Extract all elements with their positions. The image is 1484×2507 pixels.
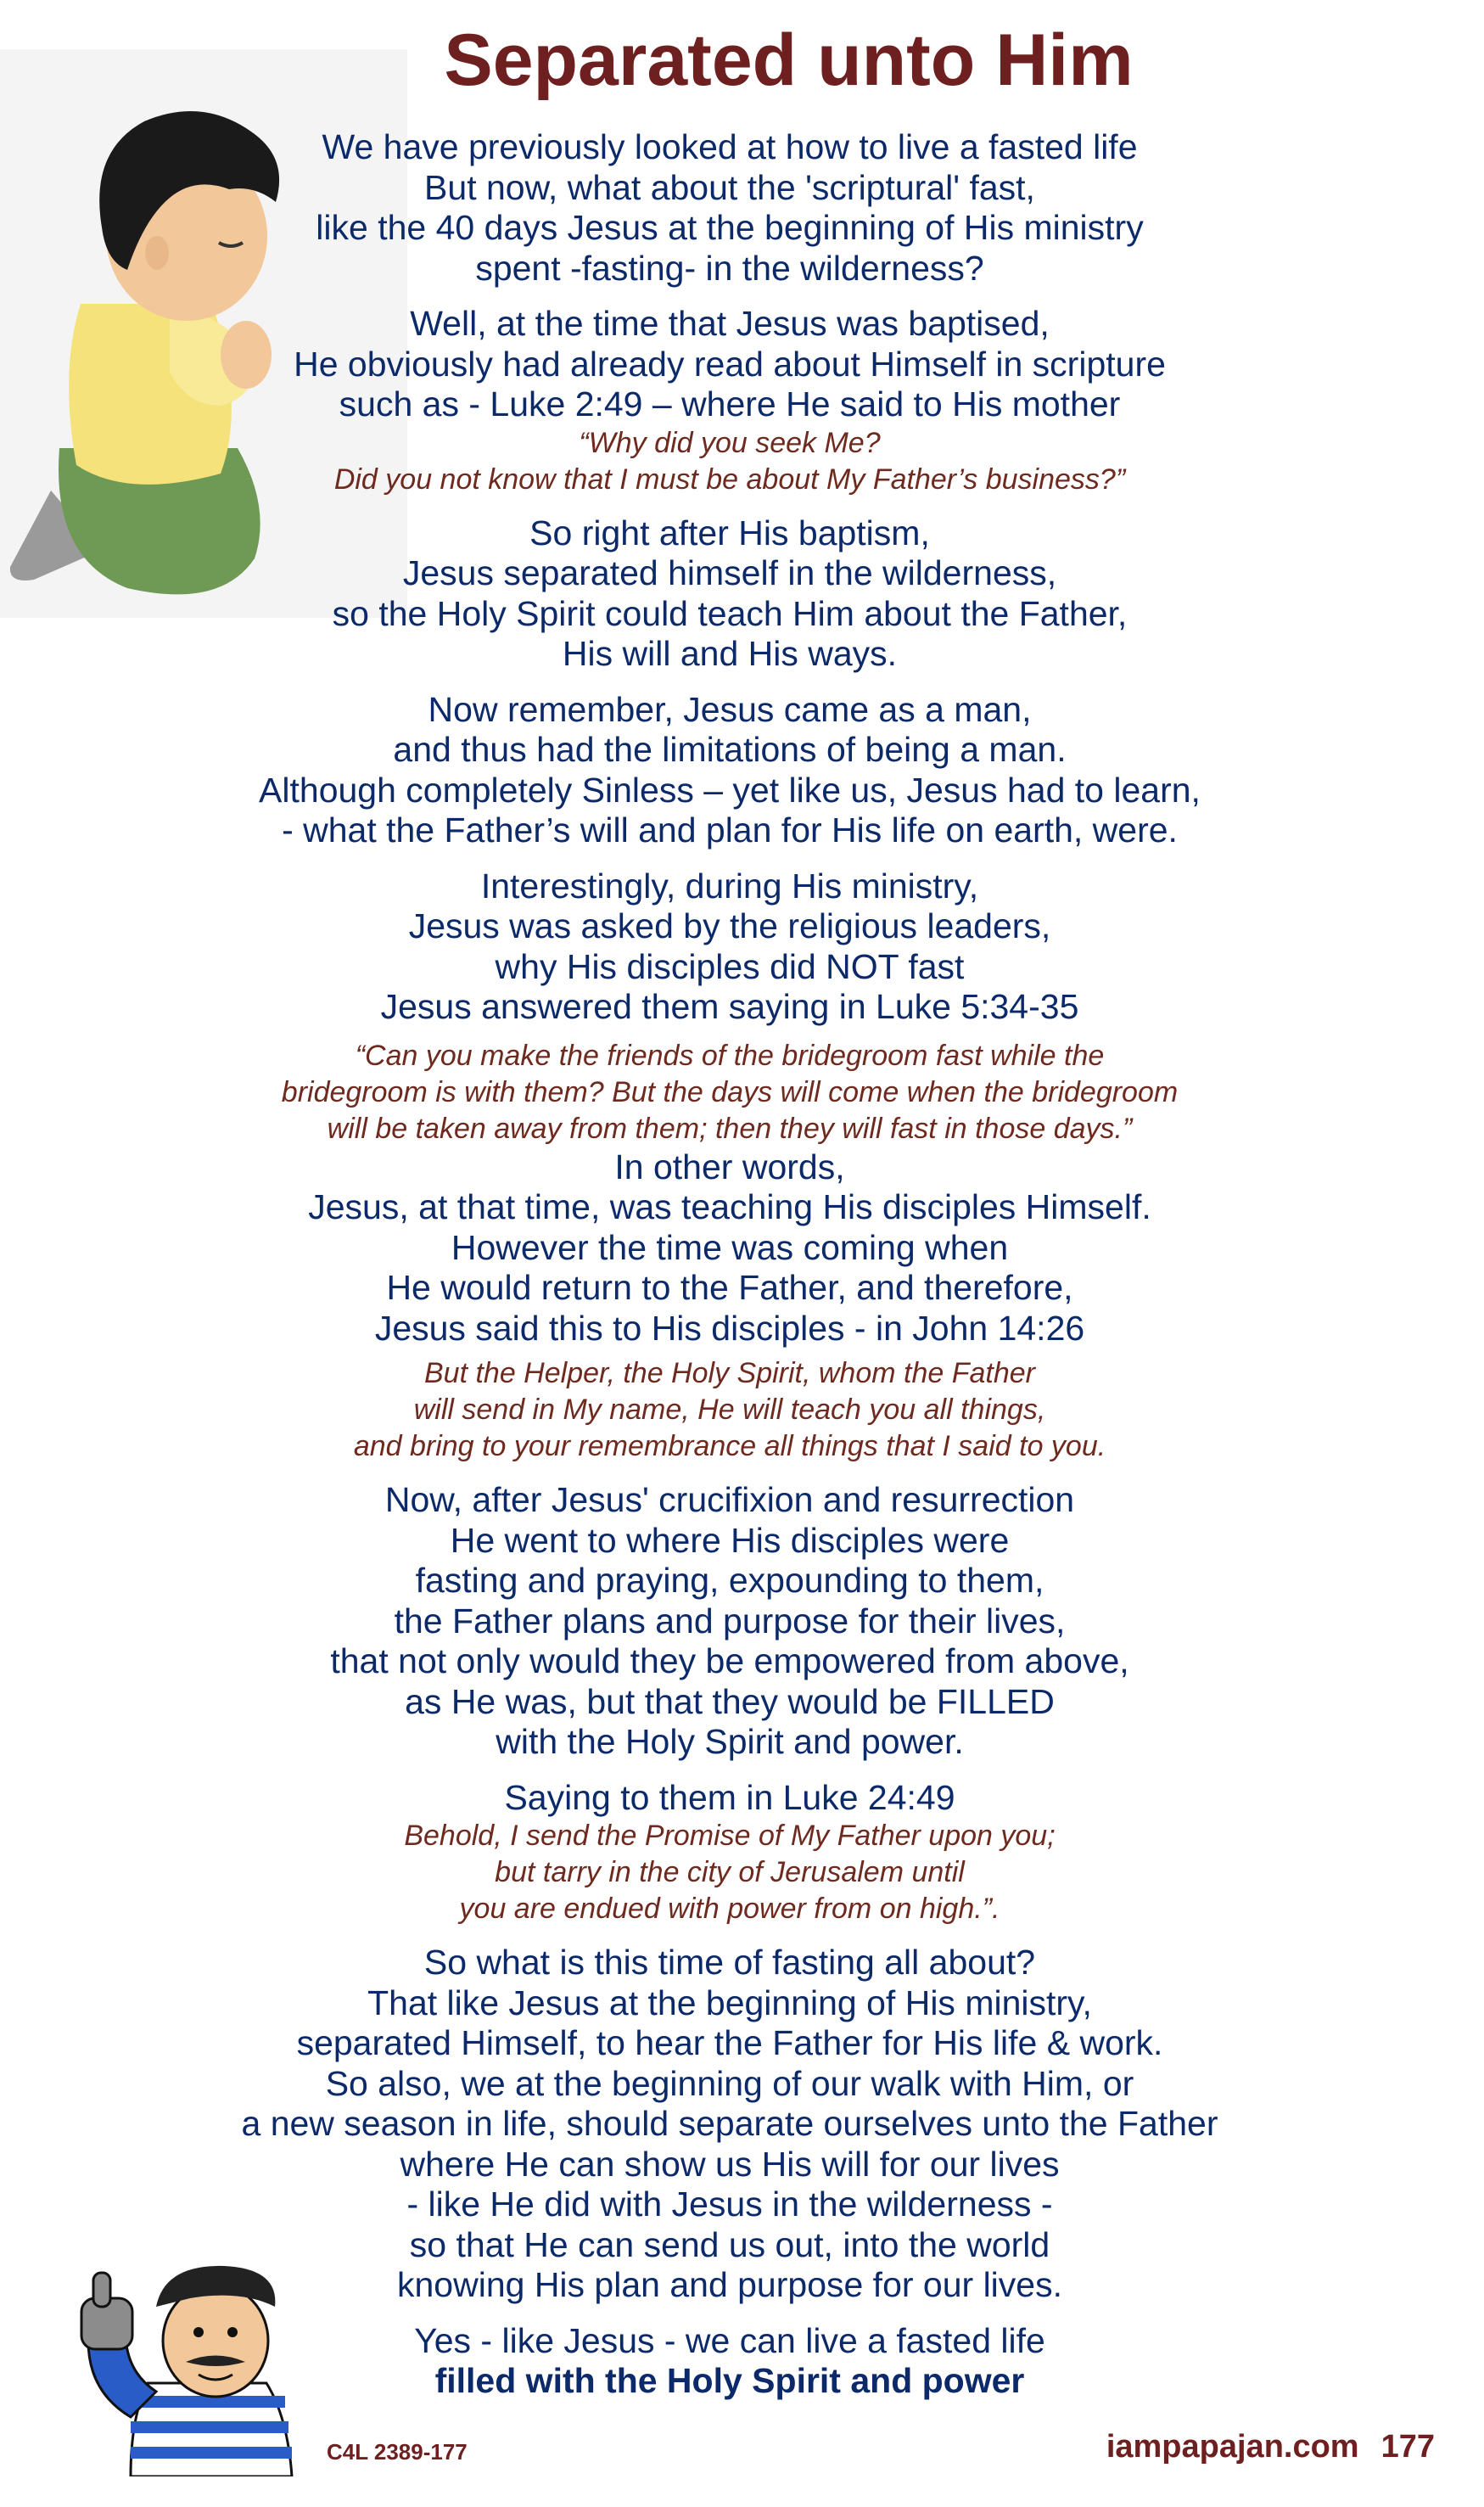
- text-line: that not only would they be empowered from above,: [330, 1641, 1129, 1680]
- scripture-quote: Did you not know that I must be about My Father’s business?”: [333, 463, 1126, 496]
- paragraph-summary: [178, 1943, 1281, 2306]
- text-line: In other words,: [614, 1147, 845, 1186]
- paragraph-closing: [178, 2321, 1281, 2402]
- text-line: That like Jesus at the beginning of His ministry,: [367, 1983, 1092, 2022]
- paragraph-wilderness: [178, 513, 1281, 675]
- text-line: spent -fasting- in the wilderness?: [475, 248, 984, 288]
- scripture-quote: and bring to your remembrance all things that I said to you.: [353, 1430, 1106, 1462]
- scripture-quote: will be taken away from them; then they will fast in those days.”: [327, 1112, 1133, 1145]
- text-line: as He was, but that they would be FILLED: [405, 1681, 1055, 1721]
- paragraph-ministry: [178, 867, 1281, 1147]
- text-line: He would return to the Father, and therefore,: [386, 1268, 1073, 1307]
- text-line: But now, what about the 'scriptural' fast,: [424, 167, 1035, 207]
- text-line: So also, we at the beginning of our walk with Him, or: [325, 2063, 1134, 2103]
- text-line: such as - Luke 2:49 – where He said to His mother: [339, 384, 1121, 423]
- text-line: Jesus said this to His disciples - in John 14:26: [374, 1308, 1085, 1348]
- text-line: However the time was coming when: [451, 1227, 1009, 1267]
- papajan-mascot-illustration: [71, 2247, 309, 2476]
- paragraph-other-words: [178, 1147, 1281, 1466]
- text-line: Interestingly, during His ministry,: [480, 866, 979, 906]
- text-line: Now, after Jesus' crucifixion and resurrection: [384, 1480, 1075, 1519]
- scripture-quote: but tarry in the city of Jerusalem until: [495, 1856, 965, 1888]
- text-line: Although completely Sinless – yet like us, Jesus had to learn,: [259, 770, 1201, 810]
- scripture-quote: bridegroom is with them? But the days will come when the bridegroom: [281, 1075, 1179, 1108]
- text-line: - like He did with Jesus in the wilderness -: [406, 2185, 1053, 2224]
- text-line: knowing His plan and purpose for our lives.: [397, 2265, 1062, 2304]
- scripture-quote: “Can you make the friends of the bridegroom fast while the: [355, 1039, 1105, 1072]
- closing-line-bold: filled with the Holy Spirit and power: [434, 2361, 1025, 2400]
- scripture-quote: Behold, I send the Promise of My Father upon you;: [404, 1820, 1056, 1852]
- text-line: Jesus answered them saying in Luke 5:34-35: [380, 987, 1079, 1026]
- scripture-quote: But the Helper, the Holy Spirit, whom the Father: [423, 1357, 1035, 1389]
- text-line: and thus had the limitations of being a man.: [393, 730, 1067, 769]
- document-code: C4L 2389-177: [327, 2439, 468, 2465]
- text-line: like the 40 days Jesus at the beginning of His ministry: [316, 208, 1144, 247]
- text-line: He went to where His disciples were: [450, 1520, 1010, 1560]
- text-line: a new season in life, should separate ourselves unto the Father: [241, 2104, 1218, 2143]
- main-text: [178, 127, 1281, 2417]
- page-title: Separated unto Him: [444, 20, 1134, 101]
- text-line: We have previously looked at how to live a fasted life: [322, 127, 1138, 166]
- paragraph-baptism: [178, 304, 1281, 498]
- scripture-quote: will send in My name, He will teach you all things,: [413, 1394, 1046, 1426]
- footer-site-and-page: [1106, 2429, 1435, 2465]
- scripture-quote: “Why did you seek Me?: [579, 426, 881, 459]
- paragraph-resurrection: [178, 1480, 1281, 1763]
- text-line: Jesus, at that time, was teaching His disciples Himself.: [308, 1187, 1151, 1226]
- text-line: separated Himself, to hear the Father for His life & work.: [296, 2023, 1163, 2062]
- closing-line: Yes - like Jesus - we can live a fasted life: [414, 2320, 1045, 2360]
- text-line: He obviously had already read about Himself in scripture: [294, 344, 1166, 384]
- paragraph-luke-24: [178, 1778, 1281, 1928]
- paragraph-intro: [178, 127, 1281, 289]
- text-line: the Father plans and purpose for their lives,: [394, 1601, 1066, 1640]
- text-line: So what is this time of fasting all about?: [423, 1943, 1036, 1982]
- text-line: with the Holy Spirit and power.: [496, 1722, 964, 1761]
- text-line: Jesus was asked by the religious leaders,: [408, 906, 1051, 945]
- text-line: fasting and praying, expounding to them,: [415, 1561, 1044, 1600]
- paragraph-man: [178, 690, 1281, 851]
- text-line: His will and His ways.: [562, 634, 898, 673]
- text-line: why His disciples did NOT fast: [495, 946, 965, 986]
- text-line: Well, at the time that Jesus was baptised,: [410, 304, 1050, 343]
- text-line: so that He can send us out, into the world: [409, 2224, 1050, 2264]
- text-line: so the Holy Spirit could teach Him about the Father,: [332, 593, 1128, 633]
- text-line: Now remember, Jesus came as a man,: [428, 689, 1032, 729]
- page-number: 177: [1380, 2429, 1435, 2465]
- scripture-quote: you are endued with power from on high.”.: [459, 1893, 1000, 1925]
- text-line: - what the Father’s will and plan for His life on earth, were.: [282, 810, 1178, 850]
- text-line: So right after His baptism,: [529, 513, 930, 552]
- text-line: where He can show us His will for our lives: [400, 2144, 1060, 2184]
- text-line: Saying to them in Luke 24:49: [504, 1777, 955, 1817]
- text-line: Jesus separated himself in the wilderness,: [402, 553, 1057, 592]
- website-name: iampapajan.com: [1106, 2429, 1359, 2465]
